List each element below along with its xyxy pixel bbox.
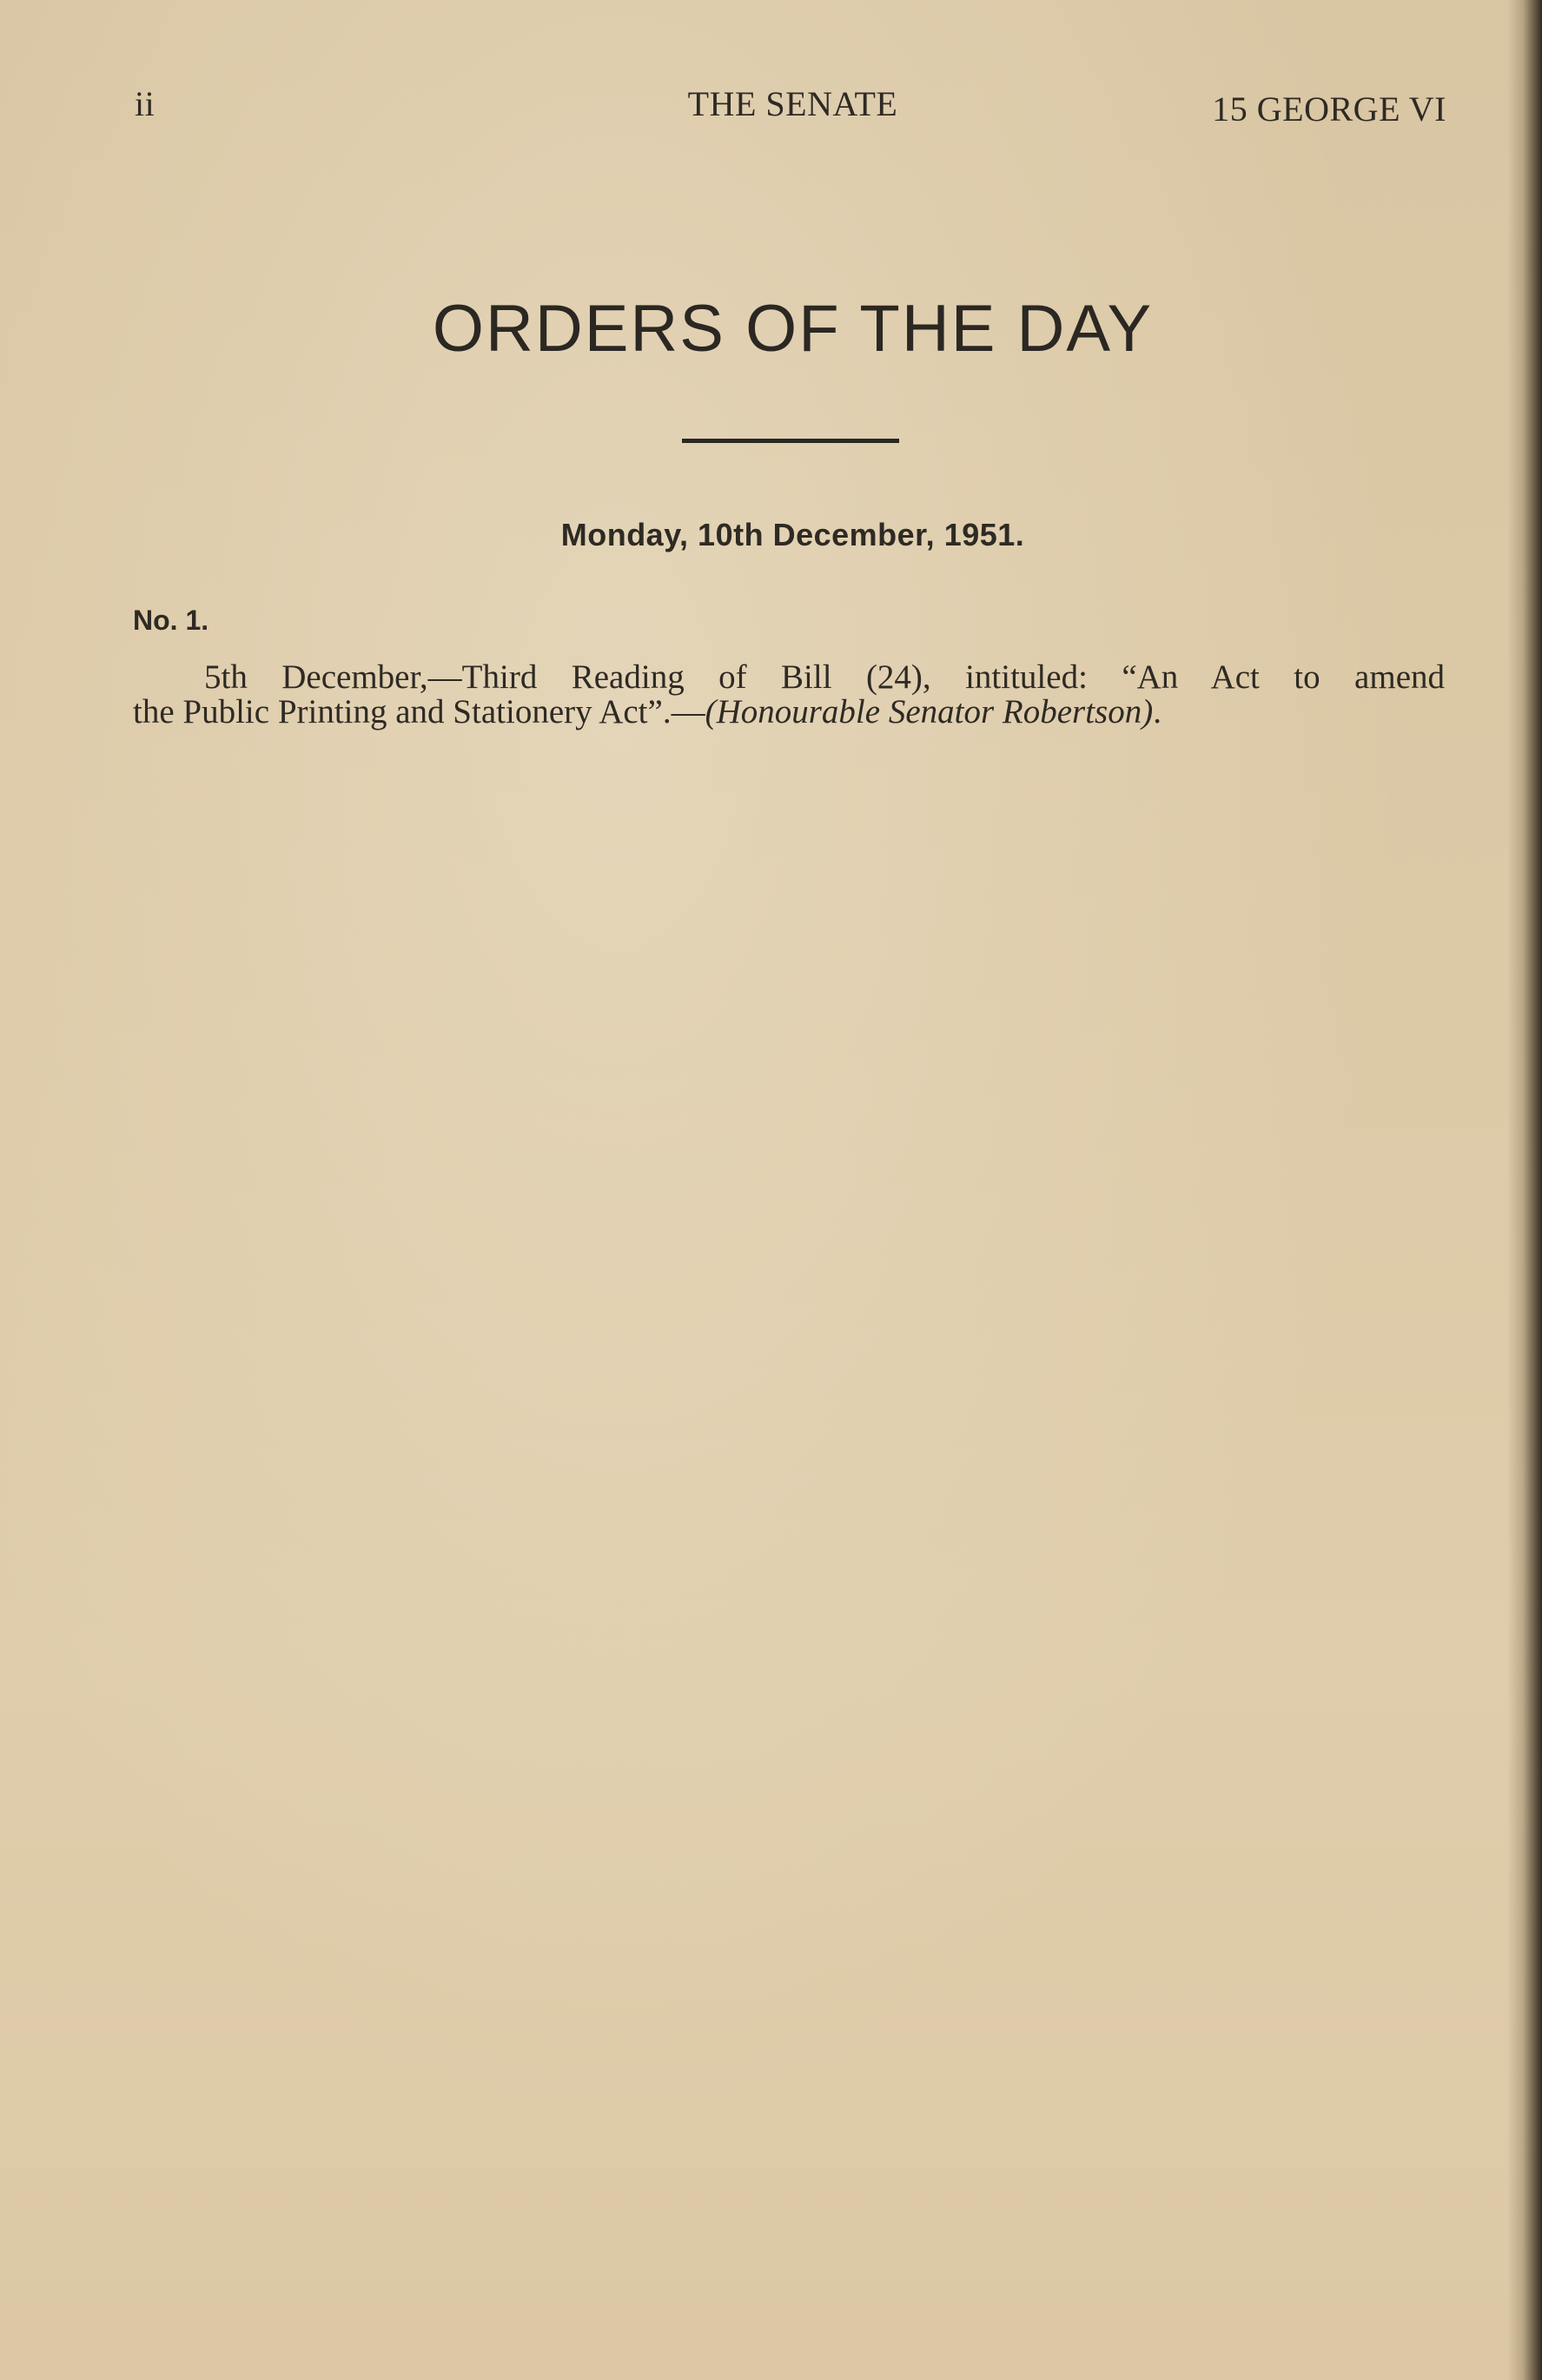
order-mover: (Honourable Senator Robertson): [705, 693, 1154, 731]
running-head-regnal-year: 15 GEORGE VI: [1212, 89, 1446, 129]
title-rule: [682, 439, 899, 443]
order-end-punctuation: .: [1153, 693, 1161, 731]
page-title: ORDERS OF THE DAY: [432, 292, 1154, 366]
page-number: ii: [135, 84, 156, 123]
sitting-date: Monday, 10th December, 1951.: [560, 517, 1025, 552]
running-head-title: THE SENATE: [687, 84, 898, 123]
order-text-line-2: [133, 695, 1445, 730]
order-text-line-2-body: the Public Printing and Stationery Act”.—: [133, 693, 705, 731]
order-text: [133, 660, 1445, 730]
order-number: No. 1.: [133, 605, 209, 636]
order-text-line-1: 5th December,—Third Reading of Bill (24), intituled: “An Act to amend: [204, 658, 1445, 696]
